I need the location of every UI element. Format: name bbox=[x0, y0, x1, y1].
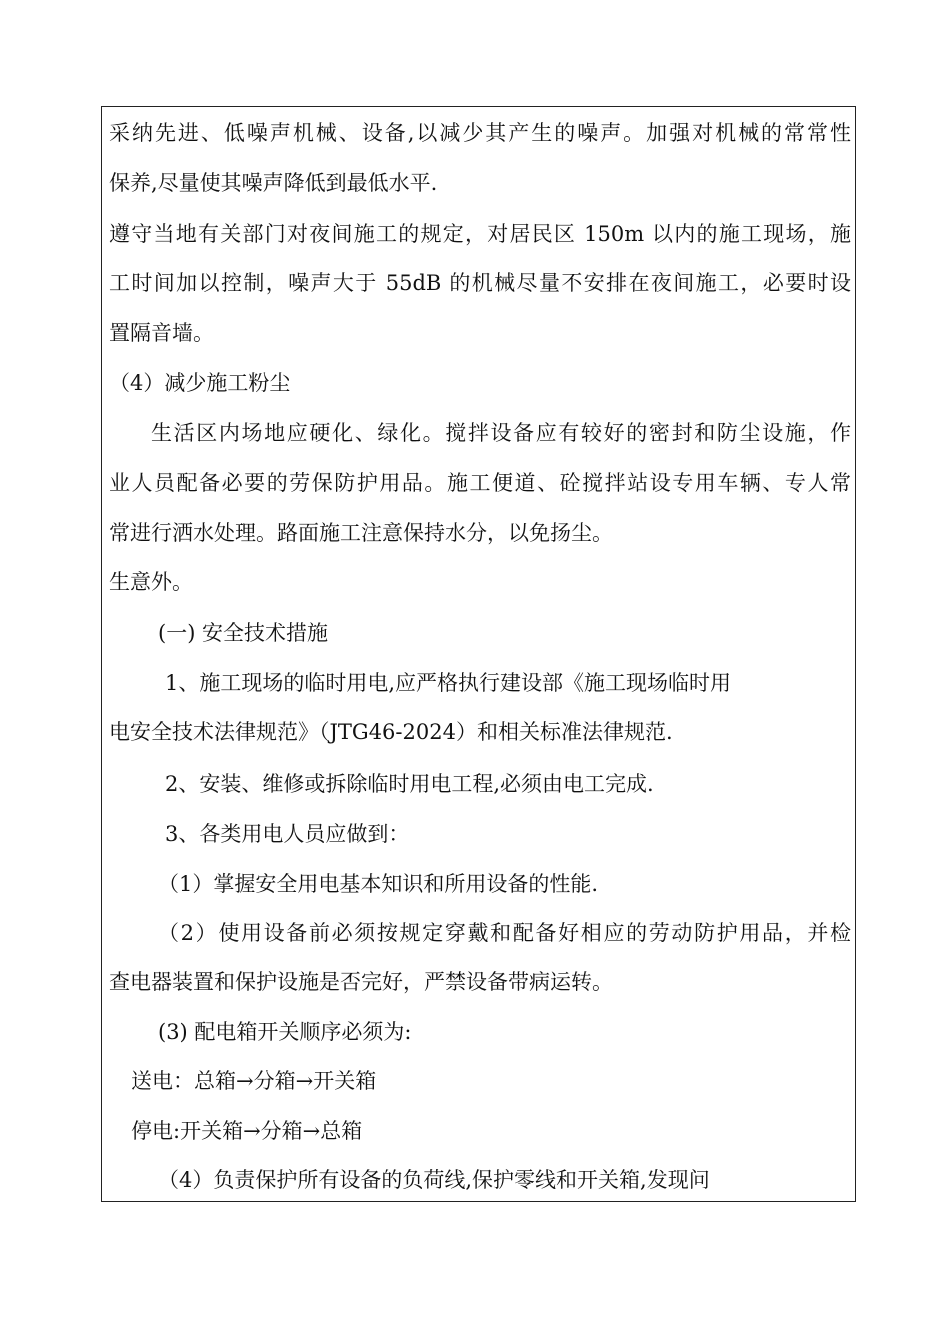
text-line-8: 业人员配备必要的劳保防护用品。施工便道、砼搅拌站设专用车辆、专人常 bbox=[109, 471, 851, 495]
text-line-17: （2）使用设备前必须按规定穿戴和配备好相应的劳动防护用品，并检 bbox=[158, 921, 851, 945]
text-line-1: 采纳先进、低噪声机械、设备,以减少其产生的噪声。加强对机械的常常性 bbox=[109, 121, 851, 145]
text-line-19: (3) 配电箱开关顺序必须为: bbox=[158, 1020, 412, 1044]
section-heading-dust: （4）减少施工粉尘 bbox=[109, 371, 291, 395]
text-line-15: 3、各类用电人员应做到： bbox=[165, 822, 410, 846]
text-line-13: 电安全技术法律规范》（JTG46-2024）和相关标准法律规范. bbox=[109, 720, 673, 744]
text-line-3: 遵守当地有关部门对夜间施工的规定，对居民区 150m 以内的施工现场，施 bbox=[109, 222, 851, 246]
text-line-18: 查电器装置和保护设施是否完好，严禁设备带病运转。 bbox=[109, 970, 613, 994]
text-line-7: 生活区内场地应硬化、绿化。搅拌设备应有较好的密封和防尘设施，作 bbox=[151, 421, 851, 445]
text-line-4: 工时间加以控制，噪声大于 55dB 的机械尽量不安排在夜间施工，必要时设 bbox=[109, 271, 851, 295]
text-line-21: 停电:开关箱→分箱→总箱 bbox=[131, 1119, 363, 1143]
text-line-12: 1、施工现场的临时用电,应严格执行建设部《施工现场临时用 bbox=[165, 671, 732, 695]
text-line-10: 生意外。 bbox=[109, 570, 193, 594]
text-line-14: 2、安装、维修或拆除临时用电工程,必须由电工完成. bbox=[165, 772, 654, 796]
text-line-5: 置隔音墙。 bbox=[109, 321, 214, 345]
text-line-16: （1）掌握安全用电基本知识和所用设备的性能. bbox=[158, 872, 599, 896]
text-line-2: 保养,尽量使其噪声降低到最低水平. bbox=[109, 171, 438, 195]
text-line-9: 常进行洒水处理。路面施工注意保持水分，以免扬尘。 bbox=[109, 521, 613, 545]
section-heading-safety: (一) 安全技术措施 bbox=[158, 621, 329, 645]
text-line-22: （4）负责保护所有设备的负荷线,保护零线和开关箱,发现问 bbox=[158, 1168, 710, 1192]
text-line-20: 送电：总箱→分箱→开关箱 bbox=[131, 1069, 377, 1093]
